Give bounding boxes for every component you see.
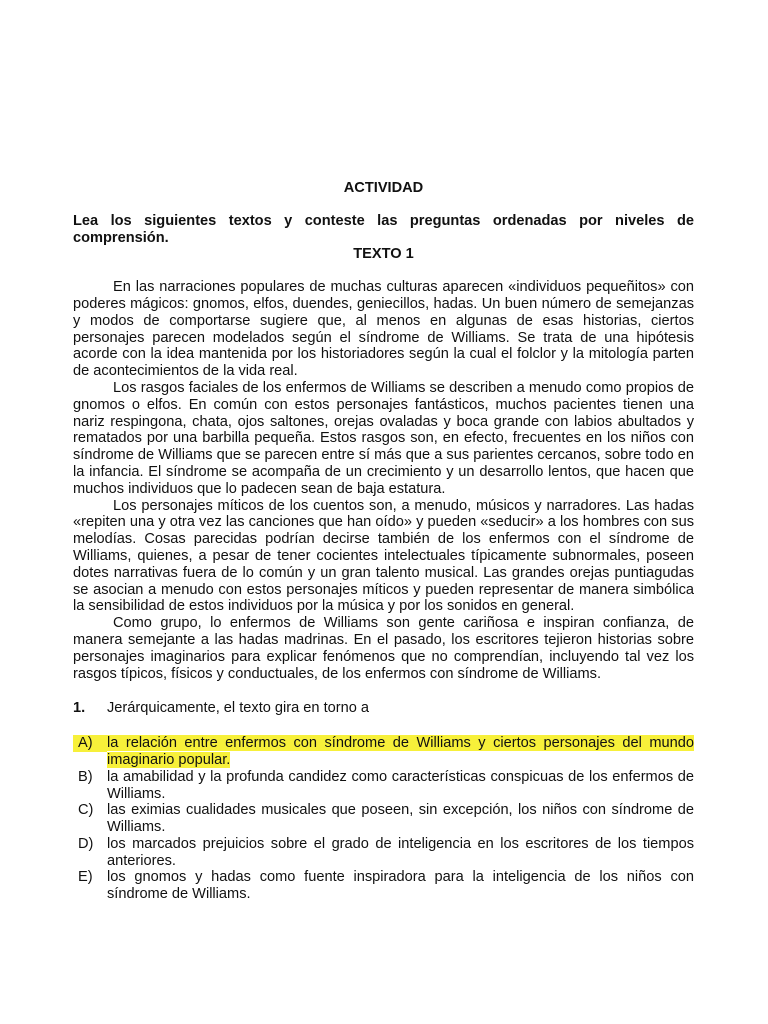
option-text: la amabilidad y la profunda candidez como características conspicuas de los enfermos de Williams. xyxy=(107,768,694,802)
document-page xyxy=(73,180,694,903)
option-text: las eximias cualidades musicales que poseen, sin excepción, los niños con síndrome de Williams. xyxy=(107,802,694,836)
paragraph-2: Los rasgos faciales de los enfermos de Williams se describen a menudo como propios de gnomos o elfos. En común con estos personajes fantásticos, muchos pacientes tienen una nariz respingona, chata, ojos saltones, orejas ovaladas y boca grande con labios abultados y rematados por una barbilla pequeña. Estos rasgos son, en efecto, frecuentes en los niños con síndrome de Williams que se parecen entre sí más que a sus parientes cercanos, sobre todo en la infancia. El síndrome se acompaña de un crecimiento y un desarrollo lentos, que hacen que muchos individuos que lo padecen sean de baja estatura. xyxy=(73,379,694,497)
option-text: los gnomos y hadas como fuente inspiradora para la inteligencia de los niños con síndrome de Williams. xyxy=(107,869,694,903)
instructions-text: Lea los siguientes textos y conteste las preguntas ordenadas por niveles de comprensión. xyxy=(73,212,694,246)
option-c xyxy=(73,802,694,836)
option-b xyxy=(73,769,694,803)
paragraph-1: En las narraciones populares de muchas culturas aparecen «individuos pequeñitos» con poderes mágicos: gnomos, elfos, duendes, geniecillos, hadas. Un buen número de semejanzas y modos de comportarse sugiere que, al menos en algunas de esas historias, ciertos personajes parecen modelados según el síndrome de Williams. Se trata de una hipótesis acorde con la idea mantenida por los historiadores según la cual el folclor y la mitología parten de acontecimientos de la vida real. xyxy=(73,279,694,380)
option-e xyxy=(73,869,694,903)
option-text: la relación entre enfermos con síndrome de Williams y ciertos personajes del mundo imaginario popular. xyxy=(107,735,694,768)
option-d xyxy=(73,836,694,870)
option-letter: A) xyxy=(73,735,107,752)
option-a xyxy=(73,735,694,769)
document-title: ACTIVIDAD xyxy=(343,180,424,196)
option-text: los marcados prejuicios sobre el grado de inteligencia en los escritores de los tiempos anteriores. xyxy=(107,835,694,869)
text-subtitle: TEXTO 1 xyxy=(353,246,414,263)
question-number: 1. xyxy=(73,700,86,717)
option-letter: E) xyxy=(78,869,93,886)
paragraph-4: Como grupo, lo enfermos de Williams son gente cariñosa e inspiran confianza, de manera semejante a las hadas madrinas. En el pasado, los escritores tejieron historias sobre personajes imaginarios para explicar fenómenos que no comprendían, incluyendo tal vez los rasgos típicos, físicos y conductuales, de los enfermos con síndrome de Williams. xyxy=(73,615,694,682)
option-letter: D) xyxy=(78,835,94,852)
question-text: Jerárquicamente, el texto gira en torno a xyxy=(107,700,370,717)
answer-options xyxy=(73,735,694,903)
option-letter: B) xyxy=(78,768,93,785)
option-letter: C) xyxy=(78,802,94,819)
question-1 xyxy=(73,700,694,717)
paragraph-3: Los personajes míticos de los cuentos son, a menudo, músicos y narradores. Las hadas «repiten una y otra vez las canciones que han oído» y pueden «seducir» a los hombres con sus melodías. Cosas parecidas podrían decirse también de los enfermos con el síndrome de Williams, quienes, a pesar de tener cocientes intelectuales típicamente subnormales, poseen dotes narrativas fuera de lo común y un gran talento musical. Las grandes orejas puntiagudas se asocian a menudo con estos personajes míticos y pueden representar de manera simbólica la sensibilidad de estos individuos por la música y por los sonidos en general. xyxy=(73,497,694,615)
